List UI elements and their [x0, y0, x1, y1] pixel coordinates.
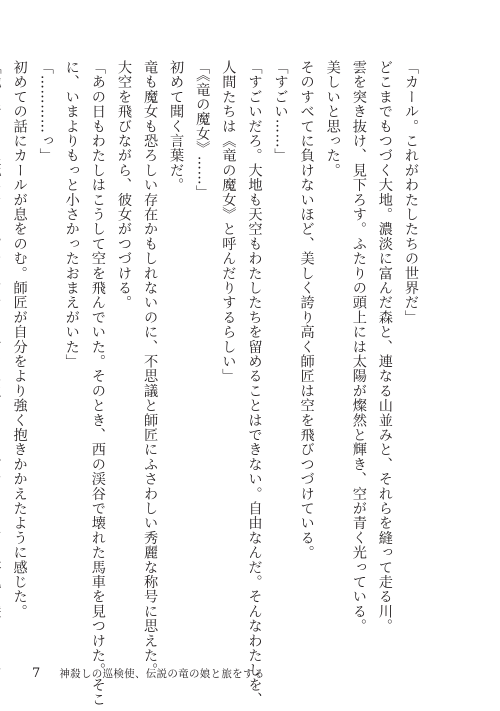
running-book-title: 神殺しの巡検使、伝説の竜の娘と旅をする	[59, 668, 265, 680]
page-footer	[32, 666, 265, 681]
text-line: 「《竜の魔女》……」	[194, 60, 211, 200]
text-line: 竜も魔女も恐ろしい存在かもしれないのに、不思議と師匠にふさわしい秀麗な称号に思えた。	[142, 60, 159, 678]
text-line: 人間たちは《竜の魔女》と呼んだりするらしい」	[220, 60, 237, 384]
text-line: どこまでもつづく大地。濃淡に富んだ森と、連なる山並みと、それらを縫って走る川。	[376, 60, 393, 634]
text-line	[0, 60, 7, 650]
text-line: 雲を突き抜け、見下ろす。ふたりの頭上には太陽が燦然と輝き、空が青く光っている。	[350, 60, 367, 634]
text-line: 初めて聞く言葉だ。	[168, 60, 185, 193]
text-line: 美しいと思った。	[324, 60, 341, 178]
text-line: に、いまよりもっと小さかったおまえがいた」	[63, 60, 80, 369]
text-line: 大空を飛びながら、彼女がつづける。	[115, 60, 132, 310]
text-line: 「すごいだろ。大地も天空もわたしたちを留めることはできない。自由なんだ。そんなわたしを、	[246, 60, 263, 707]
text-line: 「あの日もわたしはこうして空を飛んでいた。そのとき、西の渓谷で壊れた馬車を見つけた。そこ	[89, 60, 106, 707]
text-line: 「カール。これがわたしたちの世界だ」	[403, 60, 419, 325]
text-line: 「…………っ」	[37, 60, 54, 163]
page-number: 7	[32, 666, 41, 681]
text-line: 初めての話にカールが息をのむ。師匠が自分をより強く抱きかかえたように感じた。	[11, 60, 28, 619]
text-line: そのすべてに負けないほど、美しく誇り高く師匠は空を飛びつづけている。	[298, 60, 315, 560]
text-line: 「すごい……」	[272, 60, 289, 163]
